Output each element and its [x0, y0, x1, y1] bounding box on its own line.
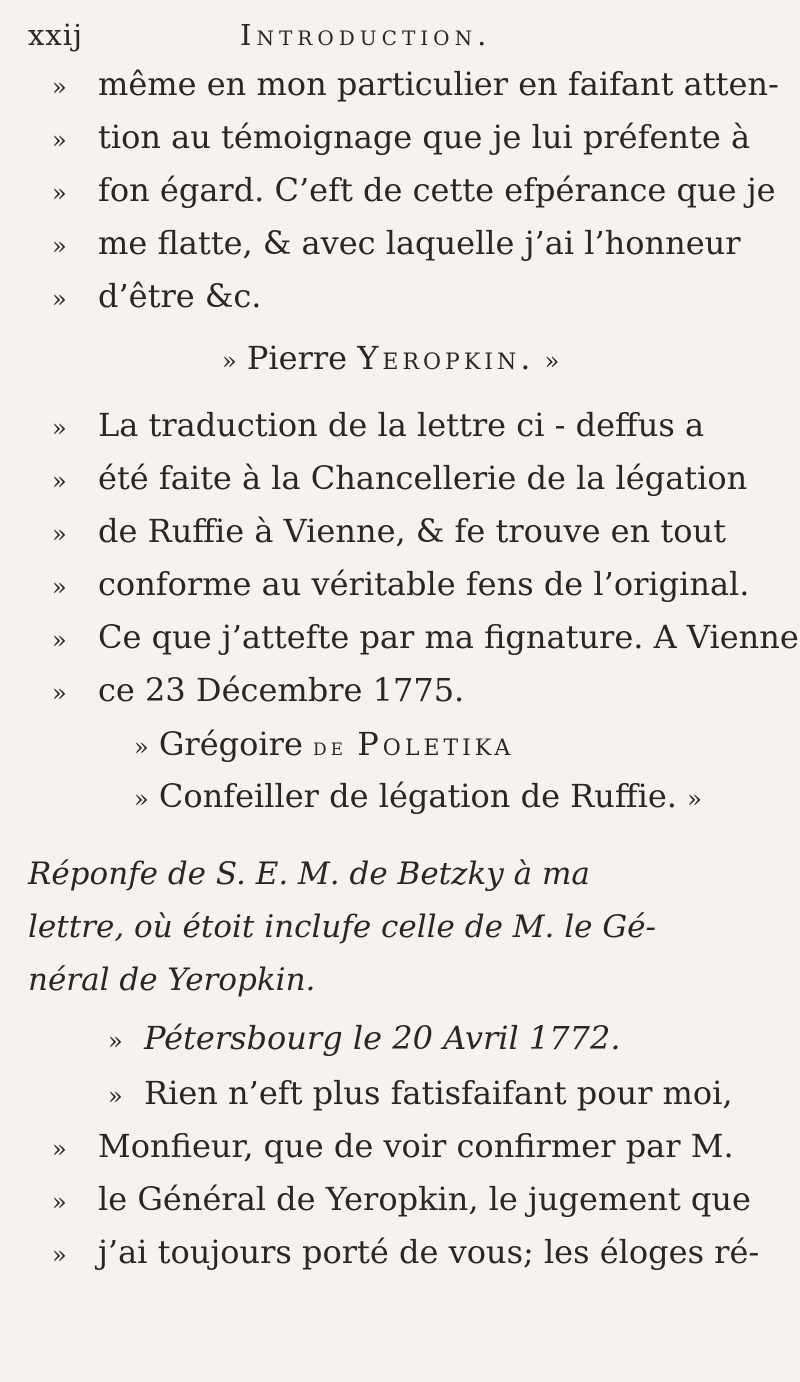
text-line: [52, 617, 799, 660]
line-text: d’être &c.: [98, 277, 262, 315]
line-text: me flatte, & avec laquelle j’ai l’honneur: [98, 224, 741, 262]
text-line: [52, 405, 704, 448]
quote-mark: »: [544, 347, 560, 375]
line-text: Ce que j’attefte par ma fignature. A Vienne: [98, 618, 799, 656]
quote-mark: »: [52, 414, 67, 442]
quote-mark: »: [52, 1241, 67, 1269]
line-text: même en mon particulier en faifant atten-: [98, 65, 779, 103]
signature-first-name: Grégoire: [158, 725, 303, 763]
signature-yeropkin: [222, 338, 559, 381]
quote-mark: »: [52, 285, 67, 313]
quote-mark: »: [134, 733, 149, 761]
page-number: xxij: [28, 18, 83, 52]
signature-title-text: Confeiller de légation de Ruffie.: [158, 777, 677, 815]
quote-mark: »: [52, 520, 67, 548]
line-text: tion au témoignage que je lui préfente à: [98, 118, 751, 156]
quote-mark: »: [52, 1135, 67, 1163]
text-line: [52, 223, 741, 266]
dateline-text: Pétersbourg le 20 Avril 1772.: [144, 1019, 621, 1057]
quote-mark: »: [52, 626, 67, 654]
section-heading-line: lettre, où étoit inclufe celle de M. le Gé-: [28, 909, 656, 945]
page-header: [28, 18, 768, 58]
quote-mark: »: [52, 573, 67, 601]
signature-surname: Yeropkin.: [357, 339, 535, 377]
quote-mark: »: [687, 785, 702, 813]
line-text: de Ruffie à Vienne, & fe trouve en tout: [98, 512, 726, 550]
text-line: [52, 511, 726, 554]
line-text: conforme au véritable fens de l’original.: [98, 565, 750, 603]
quote-mark: »: [108, 1027, 123, 1055]
quote-mark: »: [52, 179, 67, 207]
section-heading-line: néral de Yeropkin.: [28, 962, 316, 998]
quote-mark: »: [108, 1082, 123, 1110]
line-text: j’ai toujours porté de vous; les éloges ré-: [98, 1233, 760, 1271]
signature-first-name: Pierre: [246, 339, 348, 377]
quote-mark: »: [52, 1188, 67, 1216]
text-line: [52, 64, 779, 107]
line-text: ce 23 Décembre 1775.: [98, 671, 465, 709]
line-text: le Général de Yeropkin, le jugement que: [98, 1180, 751, 1218]
quote-mark: »: [52, 232, 67, 260]
text-line: [52, 458, 747, 501]
quote-mark: »: [134, 785, 149, 813]
dateline: [108, 1018, 621, 1061]
line-text: été faite à la Chancellerie de la légation: [98, 459, 748, 497]
text-line: [52, 170, 776, 213]
running-title: Introduction.: [240, 18, 492, 52]
text-line: [52, 276, 261, 319]
quote-mark: »: [52, 73, 67, 101]
line-text: La traduction de la lettre ci - deffus a: [98, 406, 705, 444]
line-text: Rien n’eft plus fatisfaifant pour moi,: [144, 1074, 733, 1112]
text-line: [108, 1073, 733, 1116]
signature-poletika: [134, 724, 514, 767]
text-line: [52, 1126, 734, 1169]
quote-mark: »: [52, 126, 67, 154]
line-text: Monfieur, que de voir confirmer par M.: [98, 1127, 734, 1165]
quote-mark: »: [52, 467, 67, 495]
text-line: [52, 1232, 759, 1275]
text-line: [52, 117, 750, 160]
signature-title: [134, 776, 702, 819]
text-line: [52, 670, 464, 713]
quote-mark: »: [222, 347, 237, 375]
quote-mark: »: [52, 679, 67, 707]
section-heading-line: Réponfe de S. E. M. de Betzky à ma: [28, 856, 590, 892]
text-line: [52, 1179, 751, 1222]
signature-surname: Poletika: [357, 725, 515, 763]
signature-particle: de: [313, 733, 348, 761]
text-line: [52, 564, 749, 607]
line-text: fon égard. C’eft de cette efpérance que je: [98, 171, 776, 209]
